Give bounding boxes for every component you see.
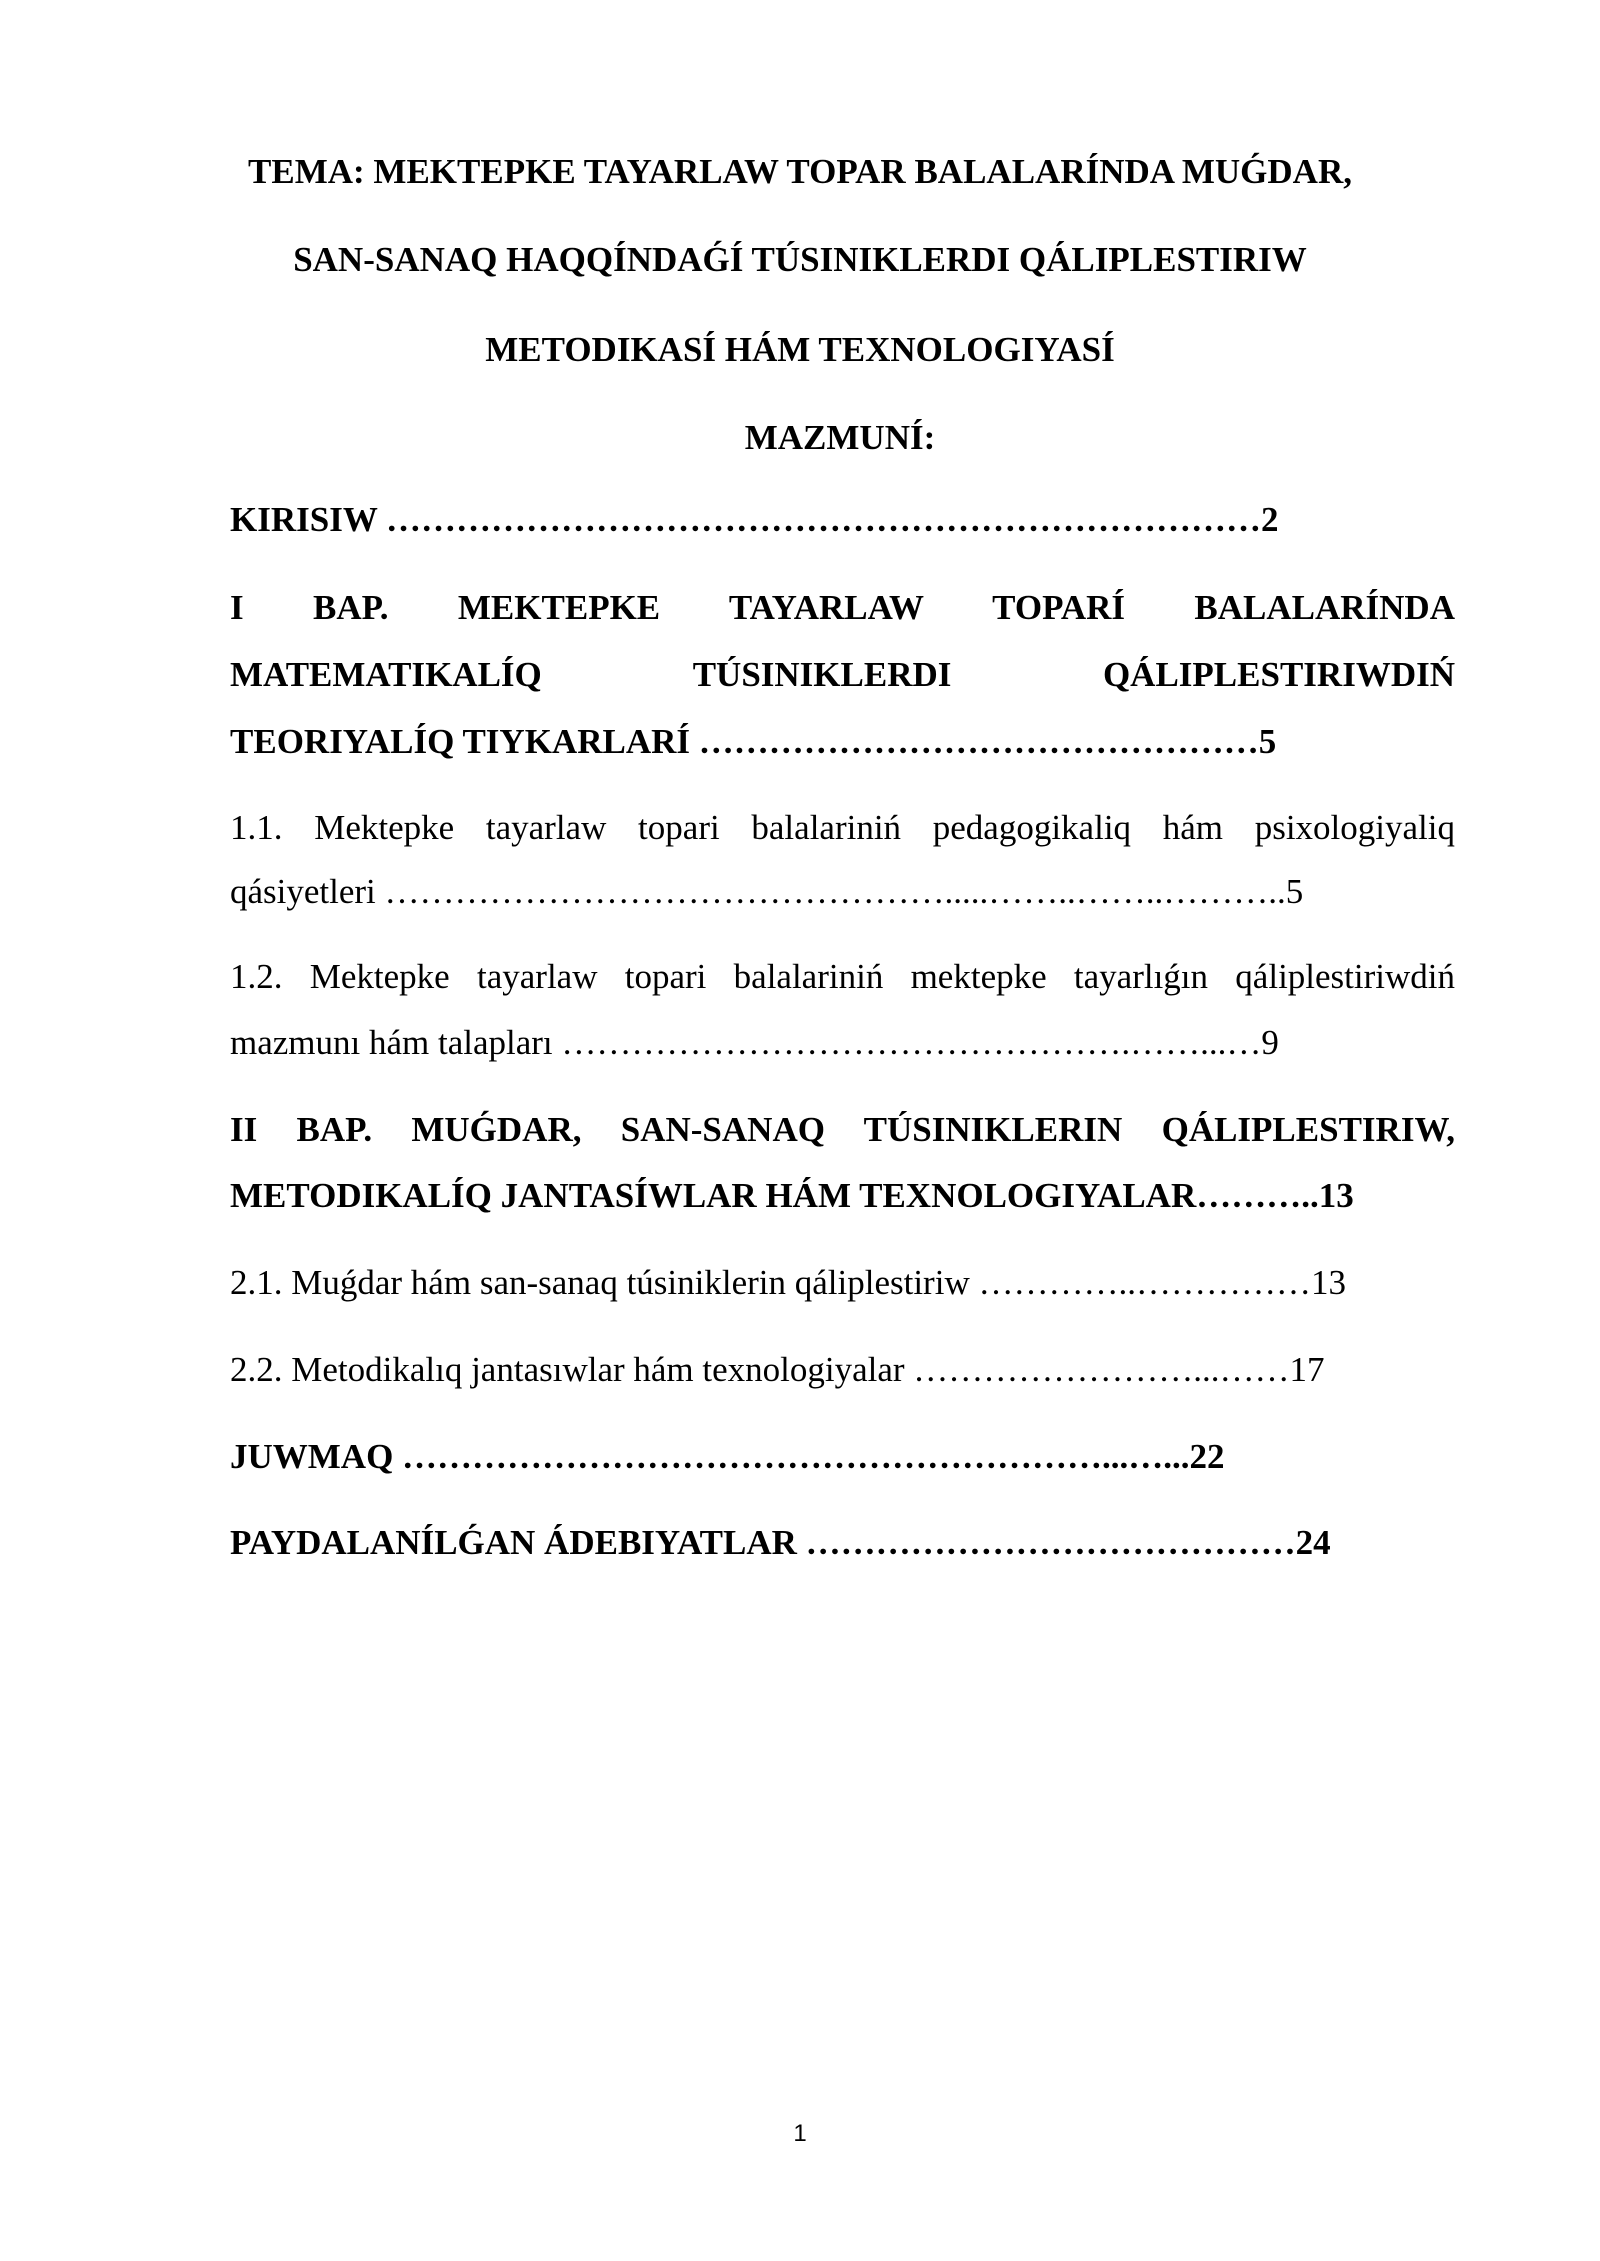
toc-references: PAYDALANÍLǴAN ÁDEBIYATLAR ……………………………………24 bbox=[230, 1523, 1331, 1562]
toc-section-2-1: 2.1. Muǵdar hám san-sanaq túsiniklerin qáliplestiriw …………..……………13 bbox=[230, 1263, 1346, 1302]
toc-intro: KIRISIW …………………………………………………………………2 bbox=[230, 500, 1279, 539]
title-line-2: SAN-SANAQ HAQQÍNDAǴÍ TÚSINIKLERDI QÁLIPLESTIRIW bbox=[293, 240, 1307, 279]
toc-section-1-2-line-2: mazmunı hám talapları ………………………………………….……...…9 bbox=[230, 1023, 1279, 1062]
page-number: 1 bbox=[793, 2120, 807, 2147]
toc-chapter-2-line-2: METODIKALÍQ JANTASÍWLAR HÁM TEXNOLOGIYALAR………..13 bbox=[230, 1176, 1354, 1215]
title-line-3: METODIKASÍ HÁM TEXNOLOGIYASÍ bbox=[485, 330, 1115, 369]
toc-section-1-2-line-1: 1.2. Mektepke tayarlaw topari balalariniń mektepke tayarlıǵın qáliplestiriwdiń bbox=[230, 957, 1455, 996]
toc-chapter-1-line-2: MATEMATIKALÍQ TÚSINIKLERDI QÁLIPLESTIRIWDIŃ bbox=[230, 655, 1455, 694]
title-line-1: TEMA: MEKTEPKE TAYARLAW TOPAR BALALARÍNDA MUǴDAR, bbox=[248, 152, 1352, 191]
toc-chapter-1-line-3: TEORIYALÍQ TIYKARLARÍ …………………………………………5 bbox=[230, 722, 1277, 761]
toc-section-1-1-line-1: 1.1. Mektepke tayarlaw topari balalariniń pedagogikaliq hám psixologiyaliq bbox=[230, 808, 1455, 847]
contents-heading: MAZMUNÍ: bbox=[744, 418, 936, 457]
toc-section-2-2: 2.2. Metodikalıq jantasıwlar hám texnologiyalar ……………………...……17 bbox=[230, 1350, 1325, 1389]
toc-chapter-1-line-1: I BAP. MEKTEPKE TAYARLAW TOPARÍ BALALARÍNDA bbox=[230, 588, 1455, 627]
toc-section-1-1-line-2: qásiyetleri ………………………………………….....……..……..………..5 bbox=[230, 872, 1304, 911]
toc-conclusion: JUWMAQ ……………………………………………………...…...22 bbox=[230, 1437, 1225, 1476]
toc-chapter-2-line-1: II BAP. MUǴDAR, SAN-SANAQ TÚSINIKLERIN QÁLIPLESTIRIW, bbox=[230, 1110, 1455, 1149]
